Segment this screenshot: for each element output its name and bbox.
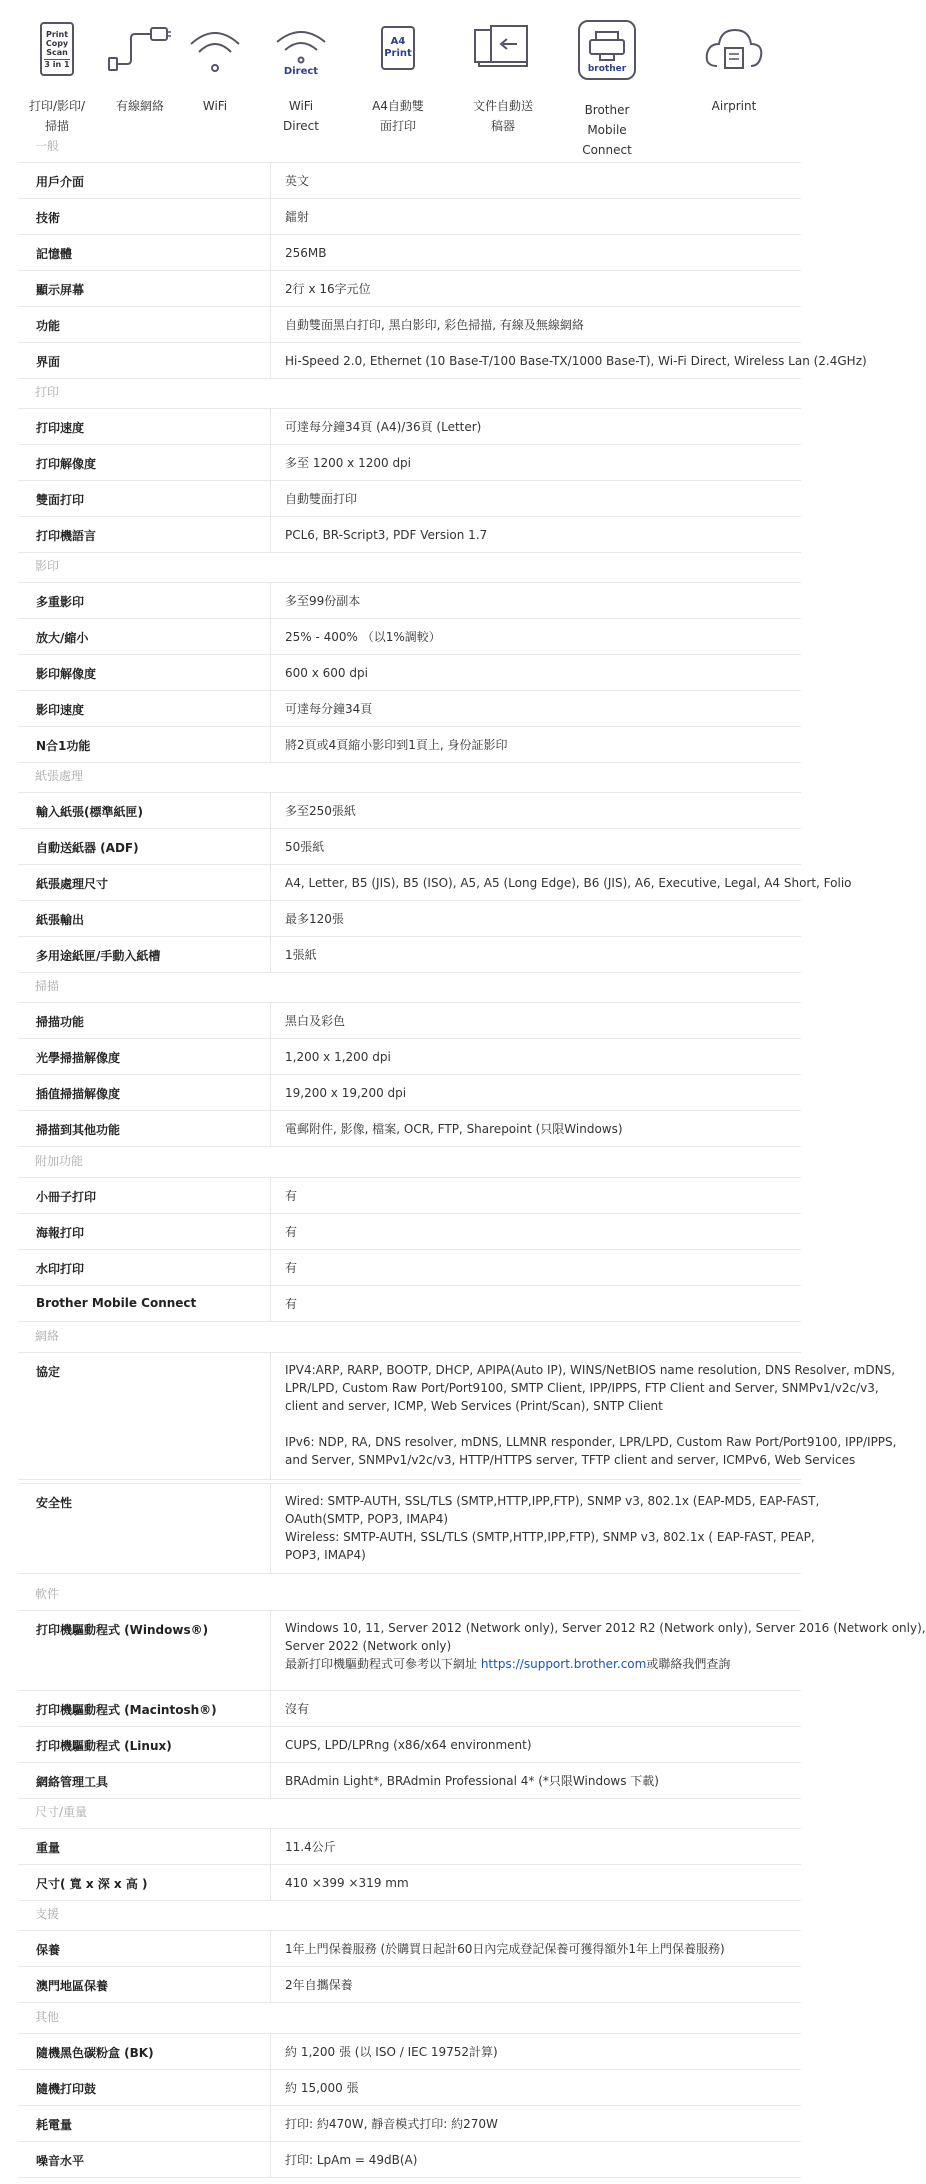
column-divider	[270, 1111, 271, 1146]
spec-label: 打印機驅動程式 (Linux)	[36, 1739, 172, 1753]
spec-label: 雙面打印	[36, 493, 85, 507]
column-divider	[270, 1763, 271, 1798]
spec-row	[18, 2105, 801, 2142]
section-title: 網絡	[35, 1329, 60, 1343]
icon-text: Copy	[45, 38, 69, 48]
column-divider	[270, 1611, 271, 1690]
spec-row	[18, 1483, 820, 1574]
column-divider	[270, 793, 271, 828]
spec-row	[18, 1249, 801, 1286]
spec-value-line: 2行 x 16字元位	[285, 282, 371, 296]
spec-label: 光學掃描解像度	[36, 1051, 121, 1065]
column-divider	[270, 1214, 271, 1249]
spec-value	[285, 874, 852, 892]
spec-value-line: 有	[285, 1297, 298, 1311]
column-divider	[270, 1250, 271, 1285]
spec-value-line: 黑白及彩色	[285, 1014, 346, 1028]
spec-value	[285, 664, 368, 682]
spec-value	[285, 1700, 309, 1718]
icon-text: Scan	[46, 47, 68, 57]
icon-text: A4	[390, 36, 406, 47]
spec-value-line: 打印: 約470W, 靜音模式打印: 約270W	[285, 2117, 498, 2131]
column-divider	[270, 655, 271, 690]
column-divider	[270, 271, 271, 306]
spec-row	[18, 936, 801, 973]
spec-label: 打印機驅動程式 (Windows®)	[36, 1623, 209, 1637]
column-divider	[270, 1075, 271, 1110]
section-title: 紙張處理	[35, 769, 84, 783]
spec-value-line: Wired: SMTP-AUTH, SSL/TLS (SMTP,HTTP,IPP,FTP), SNMP v3, 802.1x (EAP-MD5, EAP-FAST,	[285, 1494, 820, 1508]
spec-value-line: PCL6, BR-Script3, PDF Version 1.7	[285, 528, 488, 542]
spec-label: 記憶體	[36, 247, 73, 261]
note-prefix: 最新打印機驅動程式可參考以下網址	[285, 1657, 481, 1671]
spec-value-line: 1,200 x 1,200 dpi	[285, 1050, 391, 1064]
spec-row	[18, 1762, 801, 1799]
spec-label: 隨機打印鼓	[36, 2082, 97, 2096]
spec-value	[285, 1940, 725, 1958]
column-divider	[270, 2106, 271, 2141]
spec-label: 多重影印	[36, 595, 85, 609]
spec-row	[18, 408, 801, 445]
spec-label: 插值掃描解像度	[36, 1087, 121, 1101]
spec-label: 噪音水平	[36, 2154, 85, 2168]
column-divider	[270, 1865, 271, 1900]
column-divider	[270, 1178, 271, 1213]
spec-label: 打印機語言	[36, 529, 97, 543]
feature-label: 有線網絡	[115, 99, 164, 113]
spec-value	[285, 1838, 336, 1856]
spec-value	[285, 2115, 498, 2133]
spec-label: 水印打印	[36, 1262, 85, 1276]
spec-value-line: 600 x 600 dpi	[285, 666, 368, 680]
spec-label: 影印解像度	[36, 667, 97, 681]
spec-label: 海報打印	[36, 1226, 85, 1240]
spec-row	[18, 234, 801, 271]
spec-row	[18, 828, 801, 865]
column-divider	[270, 1484, 271, 1573]
column-divider	[270, 583, 271, 618]
a4-print-icon	[381, 26, 415, 70]
spec-value-line: 1張紙	[285, 948, 317, 962]
spec-label: 保養	[36, 1943, 61, 1957]
spec-value	[285, 418, 481, 436]
column-divider	[270, 235, 271, 270]
spec-row	[18, 198, 801, 235]
spec-label: 打印解像度	[36, 457, 97, 471]
spec-value-line: 自動雙面黑白打印, 黑白影印, 彩色掃描, 有線及無線網絡	[285, 318, 584, 332]
note-suffix: 或聯絡我們查詢	[646, 1657, 731, 1671]
spec-value	[285, 1259, 297, 1277]
section-title: 支援	[35, 1907, 60, 1921]
spec-row	[18, 1690, 801, 1727]
spec-row	[18, 1285, 801, 1322]
spec-label: 輸入紙張(標準紙匣)	[36, 805, 143, 819]
column-divider	[270, 937, 271, 972]
spec-label: 技術	[36, 211, 61, 225]
spec-value-line: 多至 1200 x 1200 dpi	[285, 456, 412, 470]
brother-logo-text: brother	[587, 64, 627, 74]
spec-row	[18, 2141, 801, 2178]
spec-row	[18, 1213, 801, 1250]
spec-row	[18, 1352, 897, 1480]
spec-value	[285, 592, 360, 610]
section-title: 尺寸/重量	[35, 1805, 88, 1819]
column-divider	[270, 1931, 271, 1966]
column-divider	[270, 343, 271, 378]
print-copy-scan-icon	[40, 22, 74, 76]
spec-value-line: 1年上門保養服務 (於購買日起計60日內完成登記保養可獲得額外1年上門保養服務)	[285, 1942, 725, 1956]
spec-label: 掃描功能	[36, 1015, 85, 1029]
spec-row	[18, 900, 801, 937]
spec-value	[285, 1187, 297, 1205]
spec-value	[285, 1012, 345, 1030]
spec-row	[18, 726, 801, 763]
spec-label: 小冊子打印	[36, 1190, 97, 1204]
section-title: 其他	[35, 2010, 60, 2024]
spec-value-line: 約 15,000 張	[285, 2081, 359, 2095]
spec-value-line: 沒有	[285, 1702, 310, 1716]
spec-value	[285, 2151, 417, 2169]
spec-value-line: LPR/LPD, Custom Raw Port/Port9100, SMTP Client, IPP/IPPS, FTP Client and Server, SNMPv1/v2c/v3,	[285, 1381, 879, 1395]
spec-label: 紙張處理尺寸	[36, 877, 109, 891]
spec-value	[285, 1295, 297, 1313]
spec-value	[285, 1772, 659, 1790]
spec-value-line: and Server, SNMPv1/v2c/v3, HTTP/HTTPS server, TFTP client and server, ICMPv6, Web Services	[285, 1453, 856, 1467]
spec-value-line: 可達每分鐘34頁	[285, 702, 373, 716]
spec-value	[285, 1223, 297, 1241]
spec-row	[18, 1930, 801, 1967]
spec-label: 隨機黑色碳粉盒 (BK)	[36, 2046, 154, 2060]
spec-value-line: 多至250張紙	[285, 804, 356, 818]
spec-label: 放大/縮小	[36, 631, 89, 645]
spec-label: 網絡管理工具	[36, 1775, 109, 1789]
spec-value-line: BRAdmin Light*, BRAdmin Professional 4* (*只限Windows 下載)	[285, 1774, 659, 1788]
spec-label: Brother Mobile Connect	[36, 1296, 197, 1310]
spec-row	[18, 618, 801, 655]
spec-value	[285, 1048, 391, 1066]
spec-value	[285, 2043, 498, 2061]
spec-value-line: 有	[285, 1225, 298, 1239]
spec-row	[18, 582, 801, 619]
section-title: 一般	[35, 139, 60, 153]
spec-row	[18, 654, 801, 691]
spec-value-line: Windows 10, 11, Server 2012 (Network only), Server 2012 R2 (Network only), Server 2016 (Network only),	[285, 1621, 926, 1635]
feature-label: A4自動雙面打印	[372, 99, 424, 133]
section-title: 掃描	[35, 979, 60, 993]
spec-row	[18, 1828, 801, 1865]
column-divider	[270, 691, 271, 726]
spec-row	[18, 306, 801, 343]
feature-label-line2: Mobile Connect	[582, 123, 632, 157]
spec-value-line: client and server, ICMP, Web Services (Print/Scan), SNTP Client	[285, 1399, 663, 1413]
spec-row	[18, 2033, 801, 2070]
spec-value-line: A4, Letter, B5 (JIS), B5 (ISO), A5, A5 (Long Edge), B6 (JIS), A6, Executive, Legal, A4 Short, Folio	[285, 876, 852, 890]
spec-value	[285, 316, 584, 334]
airprint-icon	[703, 22, 765, 74]
spec-value	[285, 1976, 353, 1994]
column-divider	[270, 901, 271, 936]
spec-label: 功能	[36, 319, 61, 333]
spec-label: 打印機驅動程式 (Macintosh®)	[36, 1703, 217, 1717]
column-divider	[270, 409, 271, 444]
spec-value	[285, 208, 309, 226]
spec-label: 尺寸( 寬 x 深 x 高 )	[36, 1877, 148, 1891]
spec-row	[18, 1038, 801, 1075]
column-divider	[270, 2142, 271, 2177]
spec-value-line: 有	[285, 1189, 298, 1203]
spec-value-line: 19,200 x 19,200 dpi	[285, 1086, 407, 1100]
spec-row	[18, 1177, 801, 1214]
spec-label: 耗電量	[36, 2118, 73, 2132]
spec-row	[18, 690, 801, 727]
spec-value-line: 英文	[285, 174, 310, 188]
spec-value-line: CUPS, LPD/LPRng (x86/x64 environment)	[285, 1738, 532, 1752]
spec-row	[18, 480, 801, 517]
spec-value-line: OAuth(SMTP, POP3, IMAP4)	[285, 1512, 449, 1526]
brother-mobile-connect-icon	[578, 20, 636, 80]
support-link[interactable]: https://support.brother.com	[480, 1657, 647, 1671]
spec-label: 掃描到其他功能	[36, 1123, 121, 1137]
spec-row	[18, 516, 801, 553]
wifi-direct-icon	[273, 20, 329, 70]
spec-value-line: 25% - 400% （以1%調較）	[285, 630, 441, 644]
spec-row	[18, 1610, 926, 1691]
feature-label: Airprint	[711, 99, 757, 113]
icon-text: Print	[45, 29, 69, 39]
spec-label: 自動送紙器 (ADF)	[36, 841, 139, 855]
spec-value	[285, 454, 411, 472]
spec-label: 影印速度	[36, 703, 85, 717]
column-divider	[270, 829, 271, 864]
spec-value-line	[285, 1415, 896, 1433]
spec-row	[18, 2069, 801, 2106]
column-divider	[270, 727, 271, 762]
spec-label: N合1功能	[36, 739, 91, 753]
section-title: 打印	[35, 385, 60, 399]
column-divider	[270, 1829, 271, 1864]
column-divider	[270, 1286, 271, 1321]
column-divider	[270, 481, 271, 516]
spec-label: 用戶介面	[36, 175, 85, 189]
spec-row	[18, 864, 852, 901]
document-feeder-icon	[473, 24, 533, 68]
spec-value	[285, 736, 508, 754]
spec-label: 安全性	[36, 1496, 73, 1510]
column-divider	[270, 163, 271, 198]
spec-row	[18, 1864, 801, 1901]
spec-value-line: 有	[285, 1261, 298, 1275]
column-divider	[270, 307, 271, 342]
icon-text: Print	[384, 48, 412, 59]
spec-value-line: 電郵附件, 影像, 檔案, OCR, FTP, Sharepoint (只限Windows)	[285, 1122, 623, 1136]
spec-label: 打印速度	[36, 421, 85, 435]
spec-row	[18, 342, 867, 379]
spec-label: 界面	[36, 355, 61, 369]
spec-value	[285, 1736, 532, 1754]
column-divider	[270, 2034, 271, 2069]
spec-value	[285, 1120, 623, 1138]
spec-value-line: IPv6: NDP, RA, DNS resolver, mDNS, LLMNR responder, LPR/LPD, Custom Raw Port/Port9100, IPP/IPPS,	[285, 1435, 897, 1449]
spec-value-line: 256MB	[285, 246, 327, 260]
spec-value-line: 410 ×399 ×319 mm	[285, 1876, 409, 1890]
driver-download-note	[285, 1655, 926, 1673]
spec-value-line: 自動雙面打印	[285, 492, 358, 506]
spec-value-line: 多至99份副本	[285, 594, 361, 608]
spec-value	[285, 352, 867, 370]
spec-row	[18, 162, 801, 199]
spec-value-line: 打印: LpAm = 49dB(A)	[285, 2153, 418, 2167]
spec-label: 重量	[36, 1841, 61, 1855]
spec-value	[285, 1619, 926, 1673]
spec-value	[285, 526, 487, 544]
spec-row	[18, 444, 801, 481]
wifi-icon	[187, 20, 243, 76]
spec-row	[18, 1110, 801, 1147]
spec-value-line: 50張紙	[285, 840, 325, 854]
spec-value-line: 最多120張	[285, 912, 344, 926]
spec-value-line: 11.4公斤	[285, 1840, 336, 1854]
spec-value-line: Wireless: SMTP-AUTH, SSL/TLS (SMTP,HTTP,IPP,FTP), SNMP v3, 802.1x ( EAP-FAST, PEAP,	[285, 1530, 815, 1544]
spec-label: 紙張輸出	[36, 913, 85, 927]
spec-value-line: POP3, IMAP4)	[285, 1548, 366, 1562]
spec-value	[285, 628, 441, 646]
column-divider	[270, 199, 271, 234]
spec-value-line: 2年自攜保養	[285, 1978, 353, 1992]
column-divider	[270, 865, 271, 900]
ethernet-cable-icon	[107, 24, 173, 70]
feature-label: 打印/影印/掃描	[28, 99, 86, 133]
section-title: 影印	[35, 559, 60, 573]
spec-label: 顯示屏幕	[36, 283, 85, 297]
spec-value	[285, 1084, 406, 1102]
spec-value-line: 鐳射	[285, 210, 310, 224]
column-divider	[270, 2070, 271, 2105]
column-divider	[270, 1039, 271, 1074]
spec-value	[285, 802, 356, 820]
spec-value-line: IPV4:ARP, RARP, BOOTP, DHCP, APIPA(Auto IP), WINS/NetBIOS name resolution, DNS Resolver, mDNS,	[285, 1363, 896, 1377]
spec-value-line: 可達每分鐘34頁 (A4)/36頁 (Letter)	[285, 420, 482, 434]
section-title: 軟件	[35, 1587, 60, 1601]
spec-label: 多用途紙匣/手動入紙槽	[36, 949, 161, 963]
spec-value	[285, 2079, 359, 2097]
spec-value	[285, 910, 344, 928]
column-divider	[270, 1353, 271, 1479]
spec-row	[18, 1002, 801, 1039]
wifi-direct-icon-text: Direct	[283, 66, 319, 77]
spec-value-line: Hi-Speed 2.0, Ethernet (10 Base-T/100 Base-TX/1000 Base-T), Wi-Fi Direct, Wireless Lan (2.4GHz)	[285, 354, 867, 368]
icon-text: 3 in 1	[44, 59, 70, 69]
spec-row	[18, 1726, 801, 1763]
spec-value	[285, 946, 317, 964]
printer-glyph-icon	[580, 24, 634, 64]
column-divider	[270, 1967, 271, 2002]
feature-label-line1: Brother	[584, 103, 630, 117]
spec-value	[285, 838, 324, 856]
spec-row	[18, 792, 801, 829]
spec-value	[285, 1492, 819, 1564]
spec-value-line: 約 1,200 張 (以 ISO / IEC 19752計算)	[285, 2045, 498, 2059]
spec-value	[285, 700, 372, 718]
spec-value	[285, 1874, 409, 1892]
feature-label: 文件自動送稿器	[473, 99, 534, 133]
spec-row	[18, 1074, 801, 1111]
column-divider	[270, 1003, 271, 1038]
section-title: 附加功能	[35, 1154, 84, 1168]
feature-label: WiFi Direct	[283, 99, 319, 133]
spec-value	[285, 1361, 896, 1469]
feature-label: WiFi	[202, 99, 228, 113]
column-divider	[270, 445, 271, 480]
spec-value	[285, 280, 371, 298]
column-divider	[270, 1727, 271, 1762]
column-divider	[270, 619, 271, 654]
spec-value	[285, 244, 327, 262]
column-divider	[270, 517, 271, 552]
spec-value	[285, 172, 309, 190]
column-divider	[270, 1691, 271, 1726]
spec-value-line: Server 2022 (Network only)	[285, 1639, 452, 1653]
spec-value-line: 將2頁或4頁縮小影印到1頁上, 身份証影印	[285, 738, 508, 752]
spec-label: 澳門地區保養	[36, 1979, 109, 1993]
spec-value	[285, 490, 357, 508]
spec-row	[18, 270, 801, 307]
spec-row	[18, 1966, 801, 2003]
spec-label: 協定	[36, 1365, 61, 1379]
